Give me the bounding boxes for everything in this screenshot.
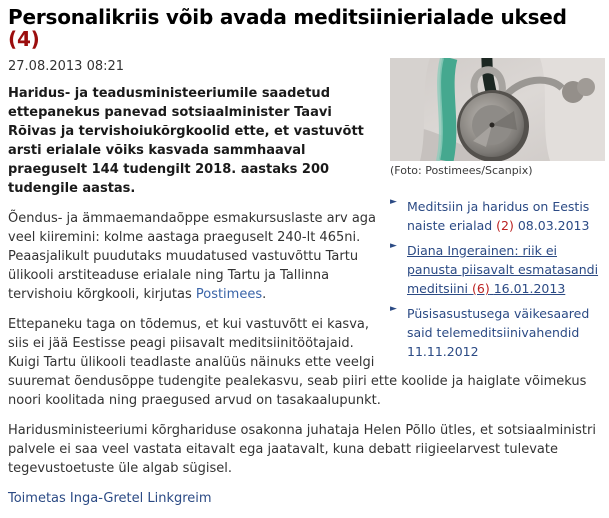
related-comment-count: (2) bbox=[496, 218, 514, 233]
related-article-date: 16.01.2013 bbox=[493, 281, 566, 296]
postimees-link[interactable]: Postimees bbox=[195, 287, 263, 302]
related-article-date: 08.03.2013 bbox=[517, 218, 590, 233]
arrow-right-icon: ► bbox=[390, 304, 397, 314]
related-article-label: Diana Ingerainen: riik ei panusta piisavalt esmatasandi meditsiini bbox=[407, 243, 599, 296]
related-article-item bbox=[390, 240, 605, 297]
related-article-link[interactable] bbox=[407, 243, 598, 296]
article-paragraph: Ettepaneku taga on tõdemus, et kui vastuvõtt ei kasva, siis ei jää Eestisse peagi piisavalt meditsiinitöötajaid. Kuigi Tartu ülikooli teadlaste analüüs näinuks ette veelgi suuremat õendusõppe tudengite pealekasvu, seab piiri ette koolide ja haiglate võimekus noori koolitada ning praegused arvud on tasakaalupunkt. bbox=[8, 317, 587, 408]
arrow-right-icon: ► bbox=[390, 197, 397, 207]
comment-count-link[interactable]: (4) bbox=[8, 27, 40, 51]
related-article-date: 11.11.2012 bbox=[407, 344, 479, 359]
related-comment-count: (6) bbox=[472, 281, 490, 296]
paragraph-text: Õendus- ja ämmaemandaõppe esmakursuslaste arv aga veel kiiremini: kolme aastaga praeguselt 240-lt 465ni. Peaasjalikult puudutaks muudatused vastuvõttu Tartu ülikooli arstiteaduse erialale ning Tartu ja Tallinna tervishoiu kõrgkooli, kirjutas bbox=[8, 211, 376, 302]
related-article-link[interactable] bbox=[407, 199, 589, 233]
article-sidebar bbox=[390, 58, 605, 366]
arrow-right-icon: ► bbox=[390, 241, 397, 251]
editor-byline bbox=[8, 489, 605, 508]
publish-date: 27.08.2013 08:21 bbox=[8, 59, 125, 74]
related-articles-list bbox=[390, 196, 605, 360]
related-article-link[interactable] bbox=[407, 306, 589, 359]
article-photo[interactable] bbox=[390, 58, 605, 161]
related-article-item bbox=[390, 303, 605, 360]
article-title-text: Personalikriis võib avada meditsiinierialade uksed bbox=[8, 5, 567, 29]
related-article-item bbox=[390, 196, 605, 234]
article-paragraph: Haridusministeeriumi kõrghariduse osakonna juhataja Helen Põllo ütles, et sotsiaalministri palvele ei saa veel vastata eitavalt ega jaatavalt, kuna debatt riigieelarvest tulevate tegevustoetuste üle algab sügisel. bbox=[8, 423, 596, 476]
article-lead-paragraph: Haridus- ja teadusministeeriumile saadetud ettepanekus panevad sotsiaalminister Taavi Rõivas ja tervishoiukõrgkoolid ette, et vastuvõtt arsti erialale võiks kasvada sammhaaval praeguselt 144 tudengilt 2018. aastaks 200 tudengile aastas. bbox=[8, 86, 364, 196]
photo-caption: (Foto: Postimees/Scanpix) bbox=[390, 164, 533, 177]
related-article-label: Meditsiin ja haridus on Eestis naiste erialad bbox=[407, 199, 590, 233]
editor-link[interactable]: Toimetas Inga-Gretel Linkgreim bbox=[8, 491, 212, 506]
related-article-label: Püsisasustusega väikesaared said telemeditsiinivahendid bbox=[407, 306, 590, 340]
stethoscope-photo-image[interactable] bbox=[390, 58, 605, 161]
paragraph-text: . bbox=[262, 287, 267, 302]
page-title bbox=[8, 6, 605, 50]
